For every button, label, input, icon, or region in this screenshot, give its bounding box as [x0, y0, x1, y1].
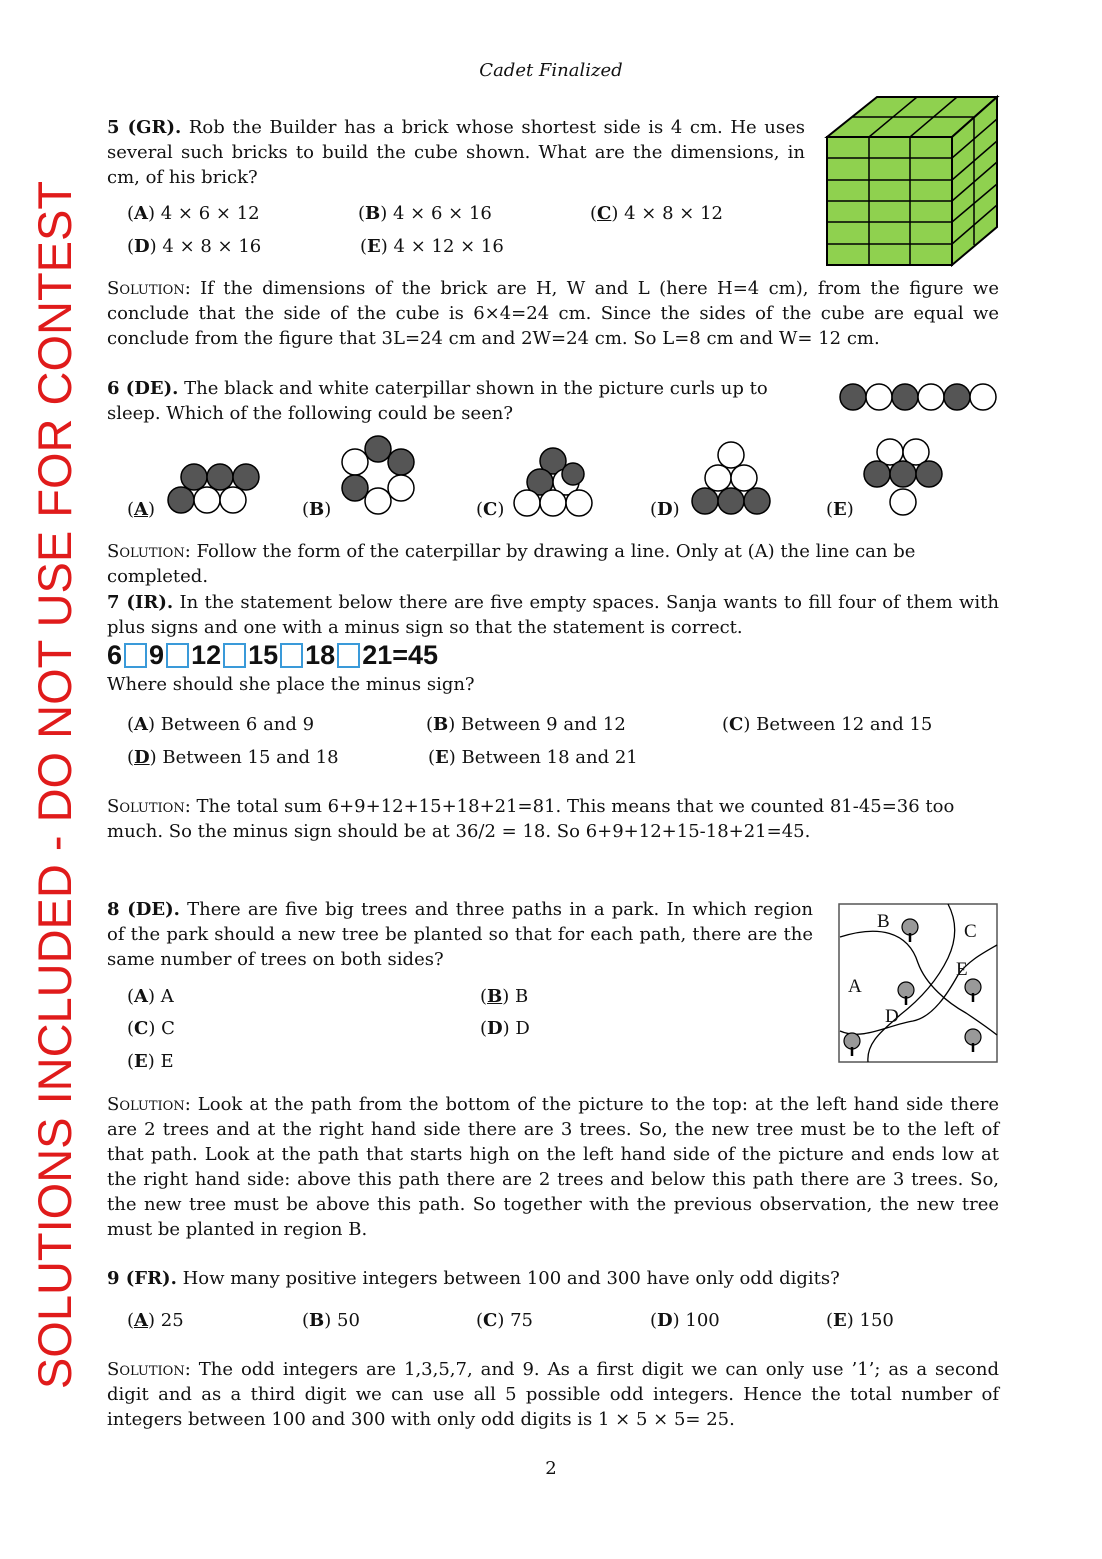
q6-option-a-figure: [163, 460, 263, 520]
q6-option-c-figure: [511, 444, 595, 520]
map-label-b: B: [877, 911, 890, 932]
q8-label: 8 (DE).: [107, 899, 180, 920]
q9-text: How many positive integers between 100 and 300 have only odd digits?: [182, 1268, 840, 1289]
q8-solution: Solution: Look at the path from the bottom of the picture to the top: at the left hand side there are 2 trees and at the right hand side there are 3 trees. So, the new tree must be to the left of that path. Look at the path that starts high on the left hand side of the picture and ends low at the right hand side: above this path there are 2 trees and below this path there are 3 trees. So, the new tree must be above this path. So together with the previous observation, the new tree must be planted in region B.: [107, 1094, 999, 1240]
q6-option-d: (D): [650, 499, 680, 520]
q6-option-e: (E): [826, 499, 854, 520]
q5-option-e: (E) 4 × 12 × 16: [360, 236, 504, 257]
q8-option-a: (A) A: [127, 986, 174, 1007]
q7-prompt: Where should she place the minus sign?: [107, 674, 475, 695]
q7-option-b: (B) Between 9 and 12: [426, 714, 626, 735]
page-header: Cadet Finalized: [479, 60, 623, 81]
q8-option-c: (C) C: [127, 1018, 175, 1039]
q5-option-d: (D) 4 × 8 × 16: [127, 236, 262, 257]
q7-option-d: (D) Between 15 and 18: [127, 747, 339, 768]
q8-question: [107, 897, 813, 972]
map-label-c: C: [964, 921, 977, 942]
blank-box: [280, 643, 303, 668]
q7-solution: Solution: The total sum 6+9+12+15+18+21=81. This means that we counted 81-45=36 too much. So the minus sign should be at 36/2 = 18. So 6+9+12+15-18+21=45.: [107, 796, 955, 842]
q6-option-a: (A): [127, 499, 156, 520]
map-label-e: E: [956, 959, 968, 980]
brick-cube-figure: [822, 92, 1002, 270]
blank-box: [223, 643, 246, 668]
q6-text: The black and white caterpillar shown in the picture curls up to sleep. Which of the following could be seen?: [107, 378, 768, 424]
q7-question: [107, 590, 999, 640]
q8-option-e: (E) E: [127, 1051, 174, 1072]
q9-option-a: (A) 25: [127, 1310, 184, 1331]
q6-solution: Solution: Follow the form of the caterpillar by drawing a line. Only at (A) the line can be completed.: [107, 541, 916, 587]
map-label-d: D: [885, 1006, 899, 1027]
q9-solution: Solution: The odd integers are 1,3,5,7, and 9. As a first digit we can only use ’1’; as a second digit and as a third digit we can use all 5 possible odd integers. Hence the total number of integers between 100 and 300 with only odd digits is 1 × 5 × 5= 25.: [107, 1359, 999, 1430]
q6-option-e-figure: [860, 436, 946, 520]
q9-option-e: (E) 150: [826, 1310, 894, 1331]
q9-option-d: (D) 100: [650, 1310, 720, 1331]
q5-option-b: (B) 4 × 6 × 16: [358, 203, 492, 224]
q7-option-c: (C) Between 12 and 15: [722, 714, 933, 735]
q9-option-b: (B) 50: [302, 1310, 360, 1331]
q6-option-d-figure: [688, 440, 774, 520]
q5-option-a: (A) 4 × 6 × 12: [127, 203, 260, 224]
q8-option-b: (B) B: [480, 986, 529, 1007]
q9-option-c: (C) 75: [476, 1310, 534, 1331]
q9-label: 9 (FR).: [107, 1268, 177, 1289]
q8-text: There are five big trees and three paths in a park. In which region of the park should a new tree be planted so that for each path, there are the same number of trees on both sides?: [107, 899, 813, 970]
park-map-figure: [838, 903, 1000, 1065]
q6-option-b-figure: [336, 432, 420, 518]
q7-option-a: (A) Between 6 and 9: [127, 714, 315, 735]
q6-question: [107, 376, 819, 426]
q6-label: 6 (DE).: [107, 378, 179, 399]
map-label-a: A: [848, 976, 862, 997]
q7-option-e: (E) Between 18 and 21: [428, 747, 638, 768]
blank-box: [337, 643, 360, 668]
page-number: 2: [545, 1458, 557, 1479]
blank-box: [124, 643, 147, 668]
q5-question: [107, 115, 805, 190]
q6-option-b: (B): [302, 499, 332, 520]
q8-option-d: (D) D: [480, 1018, 530, 1039]
q5-solution: Solution: If the dimensions of the brick are H, W and L (here H=4 cm), from the figure we conclude that the side of the cube is 6×4=24 cm. Since the sides of the cube are equal we conclude from the figure that 3L=24 cm and 2W=24 cm. So L=8 cm and W= 12 cm.: [107, 278, 999, 349]
side-banner: SOLUTIONS INCLUDED - DO NOT USE FOR CONTEST: [28, 180, 81, 1390]
q7-text: In the statement below there are five empty spaces. Sanja wants to fill four of them with plus signs and one with a minus sign so that the statement is correct.: [107, 592, 999, 638]
blank-box: [166, 643, 189, 668]
q6-option-c: (C): [476, 499, 505, 520]
q5-text: Rob the Builder has a brick whose shortest side is 4 cm. He uses several such bricks to build the cube shown. What are the dimensions, in cm, of his brick?: [107, 117, 805, 188]
q9-question: [107, 1266, 999, 1291]
q7-equation: 6 9 12 15 18 21 =45: [107, 640, 439, 670]
q5-label: 5 (GR).: [107, 117, 182, 138]
q5-option-c: (C) 4 × 8 × 12: [590, 203, 723, 224]
caterpillar-figure: [836, 380, 1002, 414]
q7-label: 7 (IR).: [107, 592, 174, 613]
